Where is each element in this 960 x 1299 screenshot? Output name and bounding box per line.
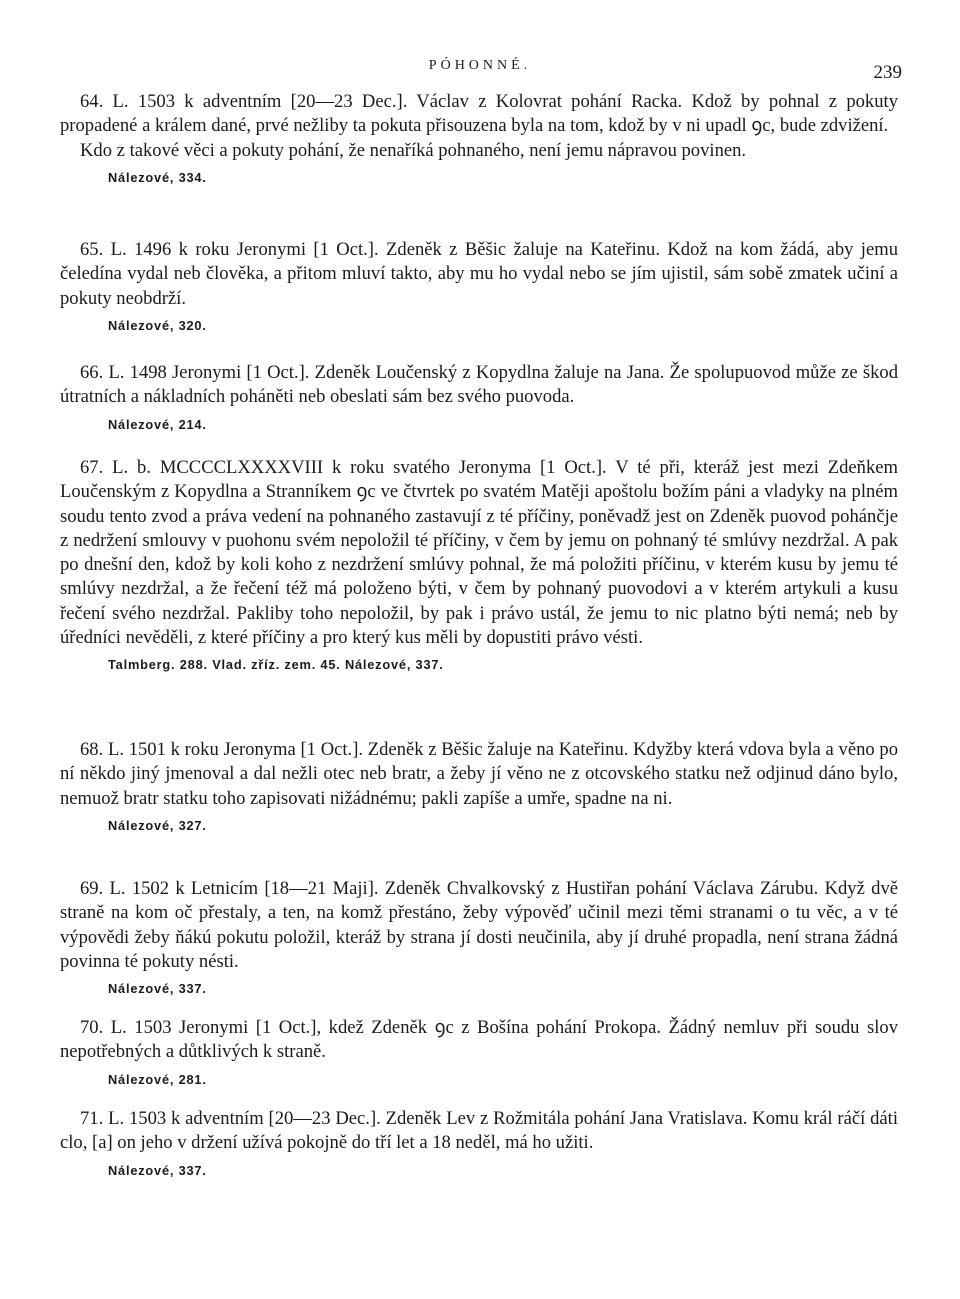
source-citation: Nálezové, 337. bbox=[108, 1162, 207, 1178]
entry-paragraph: 64. L. 1503 k adventním [20—23 Dec.]. Václav z Kolovrat pohání Racka. Kdož by pohnal z pokuty propadené a králem dané, prvé nežliby ta pokuta přisouzena byla na tom, kdož by v ni upadl ꝯc, bude zdvižení. bbox=[60, 91, 898, 137]
entry-70 bbox=[60, 1016, 898, 1089]
entry-66 bbox=[60, 361, 898, 434]
source-citation: Nálezové, 334. bbox=[108, 169, 207, 185]
entry-69 bbox=[60, 877, 898, 998]
page-number: 239 bbox=[873, 62, 902, 83]
entry-65 bbox=[60, 238, 898, 335]
entry-71 bbox=[60, 1107, 898, 1180]
source-citation: Nálezové, 327. bbox=[108, 817, 207, 833]
source-citation: Nálezové, 337. bbox=[108, 981, 207, 997]
entry-67 bbox=[60, 456, 898, 674]
entry-64 bbox=[60, 90, 898, 187]
running-title: PÓHONNÉ. bbox=[428, 58, 532, 73]
entry-paragraph: 67. L. b. MCCCCLXXXXVIII k roku svatého Jeronyma [1 Oct.]. V té při, kteráž jest mezi Zdeňkem Loučenským z Kopydlna a Stranníkem ꝯc ve čtvrtek po svatém Matěji apoštolu božím páni a vladyky na plném soudu tento zvod a práva vedení na pohnaného zastavují z té příčiny, poněvadž jest on Zdeněk puovod pohánčje z nedržení smlouvy v puohonu svém nepoložil té příčiny, v čem by jemu on pohnaný té smlúvy nezdržal. A pak po dnešní den, kdož by koli koho z nezdržení smlúvy pohnal, že má položiti příčinu, v kterém kusu by jemu té smlúvy nezdržal, a že řečení též má položeno býti, v čem by pohnaný puovodovi a v kterém artykuli a kusu řečení svého nezdržal. Pakliby toho nepoložil, by pak i právo ustál, že jemu to nic platno býti nemá; neb by úředníci nevěděli, z které příčiny a pro který kus měli by dopustiti právo vésti. bbox=[60, 457, 898, 649]
entry-paragraph: 68. L. 1501 k roku Jeronyma [1 Oct.]. Zdeněk z Běšic žaluje na Kateřinu. Kdyžby která vdova byla a věno po ní někdo jiný jmenoval a dal nežli otec neb bratr, a žeby jí věno ne z otcovského statku než odjinud dáno bylo, nemuož bratr statku toho zapisovati nižádnému; pakli zapíše a umře, spadne na ni. bbox=[60, 739, 898, 809]
source-citation: Nálezové, 281. bbox=[108, 1071, 207, 1087]
entry-paragraph: 71. L. 1503 k adventním [20—23 Dec.]. Zdeněk Lev z Rožmitála pohání Jana Vratislava. Komu král ráčí dáti clo, [a] on jeho v držení užívá pokojně do tří let a 18 neděl, má ho užiti. bbox=[60, 1108, 898, 1154]
entry-paragraph: 69. L. 1502 k Letnicím [18—21 Maji]. Zdeněk Chvalkovský z Hustiřan pohání Václava Zárubu. Když dvě straně na kom oč přestaly, a ten, na komž přestáno, žeby výpověď učinil mezi těmi stranami o tu věc, a v té výpovědi žeby ňákú pokutu položil, kteráž by strana jí dosti neučinila, aby jí druhé propadla, není strana žádná povinna té pokuty nésti. bbox=[60, 878, 898, 972]
entry-paragraph: 65. L. 1496 k roku Jeronymi [1 Oct.]. Zdeněk z Běšic žaluje na Kateřinu. Kdož na kom žádá, aby jemu čeledína vydal neb člověka, a přitom mluví takto, aby mu ho vydal nebo se jím ujistil, sám sobě zmatek učiní a pokuty neobdrží. bbox=[60, 239, 898, 309]
entry-paragraph: Kdo z takové věci a pokuty pohání, že nenaříká pohnaného, není jemu nápravou povinen. bbox=[80, 139, 747, 161]
source-citation: Nálezové, 214. bbox=[108, 416, 207, 432]
entry-paragraph: 70. L. 1503 Jeronymi [1 Oct.], kdež Zdeněk ꝯc z Bošína pohání Prokopa. Žádný nemluv při soudu slov nepotřebných a důtklivých k straně. bbox=[60, 1017, 898, 1063]
entry-paragraph: 66. L. 1498 Jeronymi [1 Oct.]. Zdeněk Loučenský z Kopydlna žaluje na Jana. Že spolupuovod může ze škod útratních a nákladních poháněti neb obeslati sám bez svého puovoda. bbox=[60, 362, 898, 408]
source-citation: Talmberg. 288. Vlad. zříz. zem. 45. Nálezové, 337. bbox=[108, 657, 444, 673]
source-citation: Nálezové, 320. bbox=[108, 317, 207, 333]
entry-68 bbox=[60, 738, 898, 835]
